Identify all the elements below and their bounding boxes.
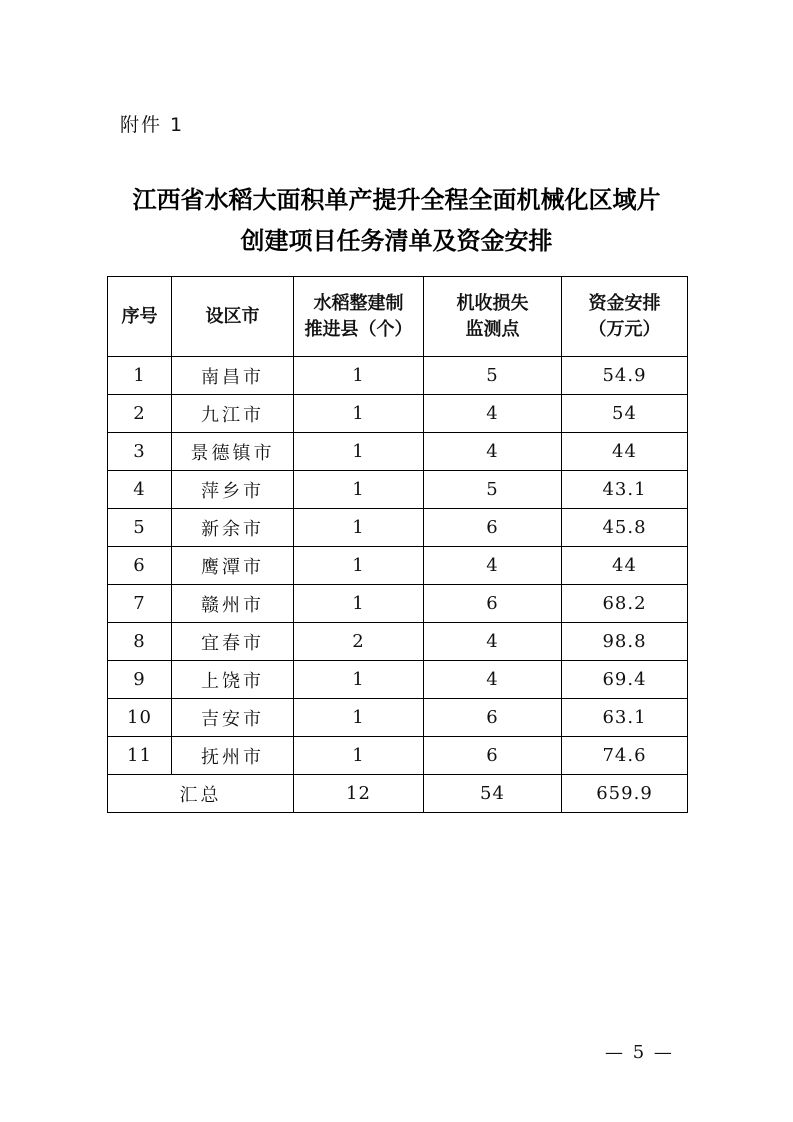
cell-monitor-points: 4 bbox=[424, 623, 562, 661]
cell-seq: 11 bbox=[108, 737, 172, 775]
cell-seq: 10 bbox=[108, 699, 172, 737]
table-row bbox=[108, 585, 688, 623]
header-city-label: 设区市 bbox=[205, 305, 260, 327]
table-row bbox=[108, 509, 688, 547]
cell-funds: 54 bbox=[562, 395, 688, 433]
cell-funds: 63.1 bbox=[562, 699, 688, 737]
cell-counties: 2 bbox=[294, 623, 424, 661]
table-row bbox=[108, 623, 688, 661]
table-row bbox=[108, 395, 688, 433]
cell-seq: 7 bbox=[108, 585, 172, 623]
cell-funds: 43.1 bbox=[562, 471, 688, 509]
cell-seq: 1 bbox=[108, 357, 172, 395]
cell-seq: 4 bbox=[108, 471, 172, 509]
cell-monitor-points: 4 bbox=[424, 433, 562, 471]
header-seq bbox=[108, 277, 172, 357]
cell-monitor-points: 4 bbox=[424, 395, 562, 433]
table-total-row bbox=[108, 775, 688, 813]
page-number: — 5 — bbox=[605, 1042, 674, 1063]
header-monitor-line-1: 机收损失 bbox=[456, 292, 529, 314]
cell-city: 南昌市 bbox=[172, 357, 294, 395]
cell-funds: 54.9 bbox=[562, 357, 688, 395]
document-title-line-1: 江西省水稻大面积单产提升全程全面机械化区域片 bbox=[132, 186, 661, 214]
table-row bbox=[108, 547, 688, 585]
cell-city: 抚州市 bbox=[172, 737, 294, 775]
table-row bbox=[108, 661, 688, 699]
cell-seq: 6 bbox=[108, 547, 172, 585]
cell-seq: 3 bbox=[108, 433, 172, 471]
cell-counties: 1 bbox=[294, 699, 424, 737]
table-row bbox=[108, 357, 688, 395]
cell-counties: 1 bbox=[294, 661, 424, 699]
cell-monitor-points: 5 bbox=[424, 471, 562, 509]
total-funds: 659.9 bbox=[562, 775, 688, 813]
cell-funds: 68.2 bbox=[562, 585, 688, 623]
table-row bbox=[108, 433, 688, 471]
table-row bbox=[108, 737, 688, 775]
header-funds-line-1: 资金安排 bbox=[588, 292, 661, 314]
cell-funds: 44 bbox=[562, 433, 688, 471]
cell-seq: 2 bbox=[108, 395, 172, 433]
cell-counties: 1 bbox=[294, 357, 424, 395]
header-counties bbox=[294, 277, 424, 357]
cell-monitor-points: 4 bbox=[424, 547, 562, 585]
cell-monitor-points: 4 bbox=[424, 661, 562, 699]
cell-city: 鹰潭市 bbox=[172, 547, 294, 585]
cell-counties: 1 bbox=[294, 471, 424, 509]
cell-funds: 69.4 bbox=[562, 661, 688, 699]
header-funds bbox=[562, 277, 688, 357]
cell-counties: 1 bbox=[294, 585, 424, 623]
cell-counties: 1 bbox=[294, 509, 424, 547]
cell-funds: 45.8 bbox=[562, 509, 688, 547]
header-seq-label: 序号 bbox=[121, 305, 158, 327]
attachment-label: 附件 1 bbox=[120, 114, 185, 136]
cell-monitor-points: 6 bbox=[424, 585, 562, 623]
cell-counties: 1 bbox=[294, 737, 424, 775]
cell-city: 新余市 bbox=[172, 509, 294, 547]
cell-counties: 1 bbox=[294, 395, 424, 433]
cell-city: 萍乡市 bbox=[172, 471, 294, 509]
cell-seq: 9 bbox=[108, 661, 172, 699]
cell-funds: 74.6 bbox=[562, 737, 688, 775]
header-counties-line-2: 推进县（个） bbox=[304, 318, 413, 340]
cell-seq: 5 bbox=[108, 509, 172, 547]
task-funding-table bbox=[107, 276, 688, 813]
total-counties: 12 bbox=[294, 775, 424, 813]
document-title-line-2: 创建项目任务清单及资金安排 bbox=[240, 227, 553, 255]
total-monitor-points: 54 bbox=[424, 775, 562, 813]
table-row bbox=[108, 471, 688, 509]
cell-seq: 8 bbox=[108, 623, 172, 661]
cell-counties: 1 bbox=[294, 433, 424, 471]
header-counties-line-1: 水稻整建制 bbox=[313, 292, 404, 314]
cell-funds: 98.8 bbox=[562, 623, 688, 661]
cell-monitor-points: 6 bbox=[424, 699, 562, 737]
cell-city: 吉安市 bbox=[172, 699, 294, 737]
table-header-row bbox=[108, 277, 688, 357]
cell-city: 宜春市 bbox=[172, 623, 294, 661]
total-label: 汇总 bbox=[108, 775, 294, 813]
cell-counties: 1 bbox=[294, 547, 424, 585]
header-monitor-line-2: 监测点 bbox=[465, 318, 520, 340]
cell-monitor-points: 5 bbox=[424, 357, 562, 395]
header-city bbox=[172, 277, 294, 357]
cell-city: 赣州市 bbox=[172, 585, 294, 623]
header-monitor-points bbox=[424, 277, 562, 357]
cell-funds: 44 bbox=[562, 547, 688, 585]
table-row bbox=[108, 699, 688, 737]
cell-city: 景德镇市 bbox=[172, 433, 294, 471]
cell-city: 九江市 bbox=[172, 395, 294, 433]
cell-monitor-points: 6 bbox=[424, 509, 562, 547]
header-funds-line-2: （万元） bbox=[588, 318, 661, 340]
cell-monitor-points: 6 bbox=[424, 737, 562, 775]
cell-city: 上饶市 bbox=[172, 661, 294, 699]
